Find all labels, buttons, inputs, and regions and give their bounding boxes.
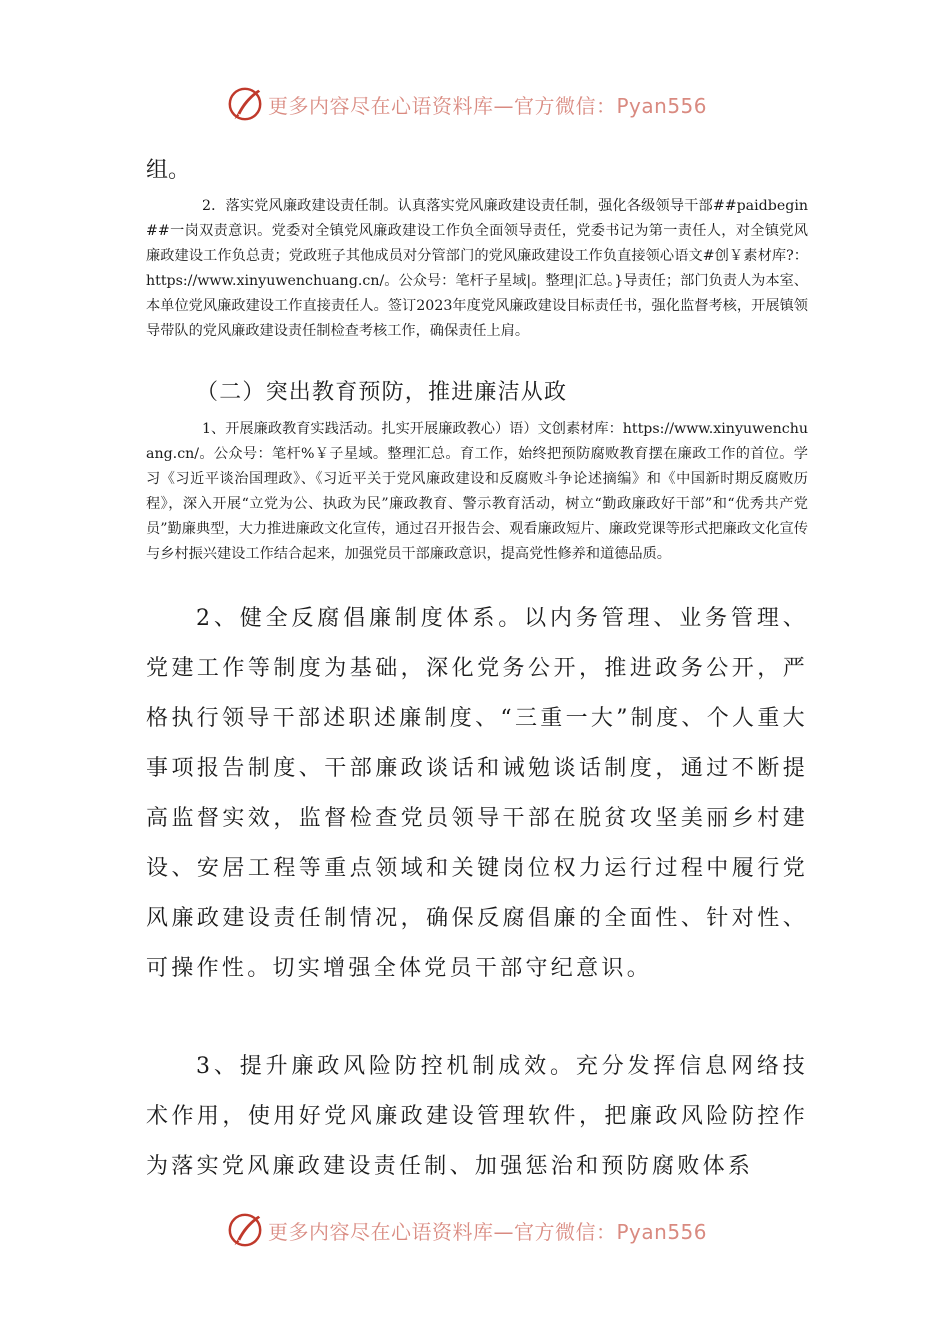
header-banner xyxy=(226,84,707,124)
quill-pen-logo-icon xyxy=(226,1211,264,1249)
footer-banner-text: 更多内容尽在心语资料库—官方微信：Pyan556 xyxy=(268,1219,708,1244)
paragraph-responsibility: 2．落实党风廉政建设责任制。认真落实党风廉政建设责任制，强化各级领导干部##paidbegin##一岗双责意识。党委对全镇党风廉政建设工作负全面领导责任，党委书记为第一责任人，对全镇党风廉政建设工作负总责；党政班子其他成员对分管部门的党风廉政建设工作负直接领心语文#创￥素材库?：https://www.xinyuwenchuang.cn/。公众号：笔杆子星域|。整理|汇总。}导责任；部门负责人为本室、本单位党风廉政建设工作直接责任人。签订2023年度党风廉政建设目标责任书，强化监督考核，开展镇领导带队的党风廉政建设责任制检查考核工作，确保责任上肩。 xyxy=(146,198,808,339)
paragraph-anti-corruption-system: 2、健全反腐倡廉制度体系。以内务管理、业务管理、党建工作等制度为基础，深化党务公开，推进政务公开，严格执行领导干部述职述廉制度、“三重一大”制度、个人重大事项报告制度、干部廉政谈话和诫勉谈话制度，通过不断提高监督实效，监督检查党员领导干部在脱贫攻坚美丽乡村建设、安居工程等重点领域和关键岗位权力运行过程中履行党风廉政建设责任制情况，确保反腐倡廉的全面性、针对性、可操作性。切实增强全体党员干部守纪意识。 xyxy=(146,606,808,981)
quill-pen-logo-icon xyxy=(226,85,264,123)
paragraph-education: 1、开展廉政教育实践活动。扎实开展廉政教心）语）文创素材库：https://www.xinyuwenchuang.cn/。公众号：笔杆%￥子星域。整理汇总。育工作，始终把预防腐败教育摆在廉政工作的首位。学习《习近平谈治国理政》、《习近平关于党风廉政建设和反腐败斗争论述摘编》和《中国新时期反腐败历程》，深入开展“立党为公、执政为民”廉政教育、警示教育活动，树立“勤政廉政好干部”和“优秀共产党员”勤廉典型，大力推进廉政文化宣传，通过召开报告会、观看廉政短片、廉政党课等形式把廉政文化宣传与乡村振兴建设工作结合起来，加强党员干部廉政意识，提高党性修养和道德品质。 xyxy=(146,421,808,562)
header-banner-text: 更多内容尽在心语资料库—官方微信：Pyan556 xyxy=(268,93,708,118)
section-heading: （二）突出教育预防，推进廉洁从政 xyxy=(196,380,568,405)
footer-banner xyxy=(226,1210,707,1250)
paragraph-tail: 组。 xyxy=(146,158,191,183)
paragraph-risk-control: 3、提升廉政风险防控机制成效。充分发挥信息网络技术作用，使用好党风廉政建设管理软件，把廉政风险防控作为落实党风廉政建设责任制、加强惩治和预防腐败体系 xyxy=(146,1054,808,1179)
